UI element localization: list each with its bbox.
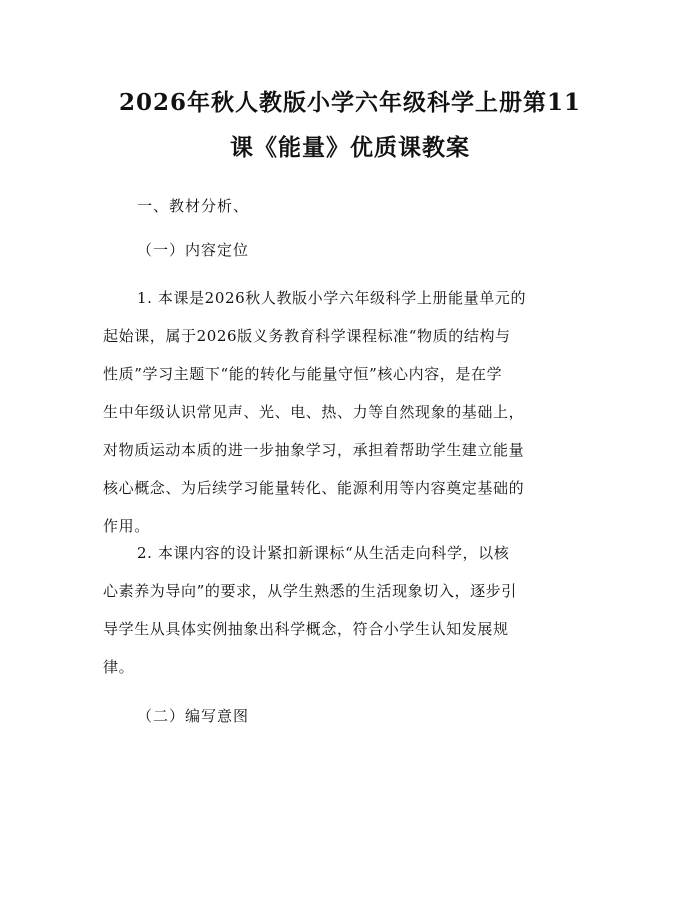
document-title-line-2: 课《能量》优质课教案	[230, 134, 470, 161]
paragraph-1-line: 生中年级认识常见声、光、电、热、力等自然现象的基础上，	[103, 403, 525, 421]
paragraph-1-line: 对物质运动本质的进一步抽象学习，承担着帮助学生建立能量	[103, 441, 525, 459]
paragraph-2-line: 2. 本课内容的设计紧扣新课标“从生活走向科学，以核	[137, 544, 510, 562]
paragraph-2	[103, 541, 603, 693]
subsection-heading-content-positioning: （一）内容定位	[137, 241, 250, 259]
paragraph-1-line: 1. 本课是2026秋人教版小学六年级科学上册能量单元的	[137, 289, 527, 307]
section-heading-material-analysis: 一、教材分析、	[137, 197, 250, 215]
subsection-heading-writing-intent: （二）编写意图	[137, 707, 250, 725]
paragraph-1	[103, 286, 603, 552]
paragraph-2-line: 导学生从具体实例抽象出科学概念，符合小学生认知发展规	[103, 620, 509, 638]
paragraph-1-line: 性质”学习主题下“能的转化与能量守恒”核心内容，是在学	[103, 365, 503, 383]
paragraph-1-line: 起始课，属于2026版义务教育科学课程标准“物质的结构与	[103, 327, 511, 345]
document-title-line-1: 2026年秋人教版小学六年级科学上册第11	[118, 89, 582, 116]
paragraph-1-line: 核心概念、为后续学习能量转化、能源利用等内容奠定基础的	[103, 479, 525, 497]
paragraph-2-line: 律。	[103, 658, 135, 676]
paragraph-1-line: 作用。	[103, 517, 150, 535]
paragraph-2-line: 心素养为导向”的要求，从学生熟悉的生活现象切入，逐步引	[103, 582, 517, 600]
